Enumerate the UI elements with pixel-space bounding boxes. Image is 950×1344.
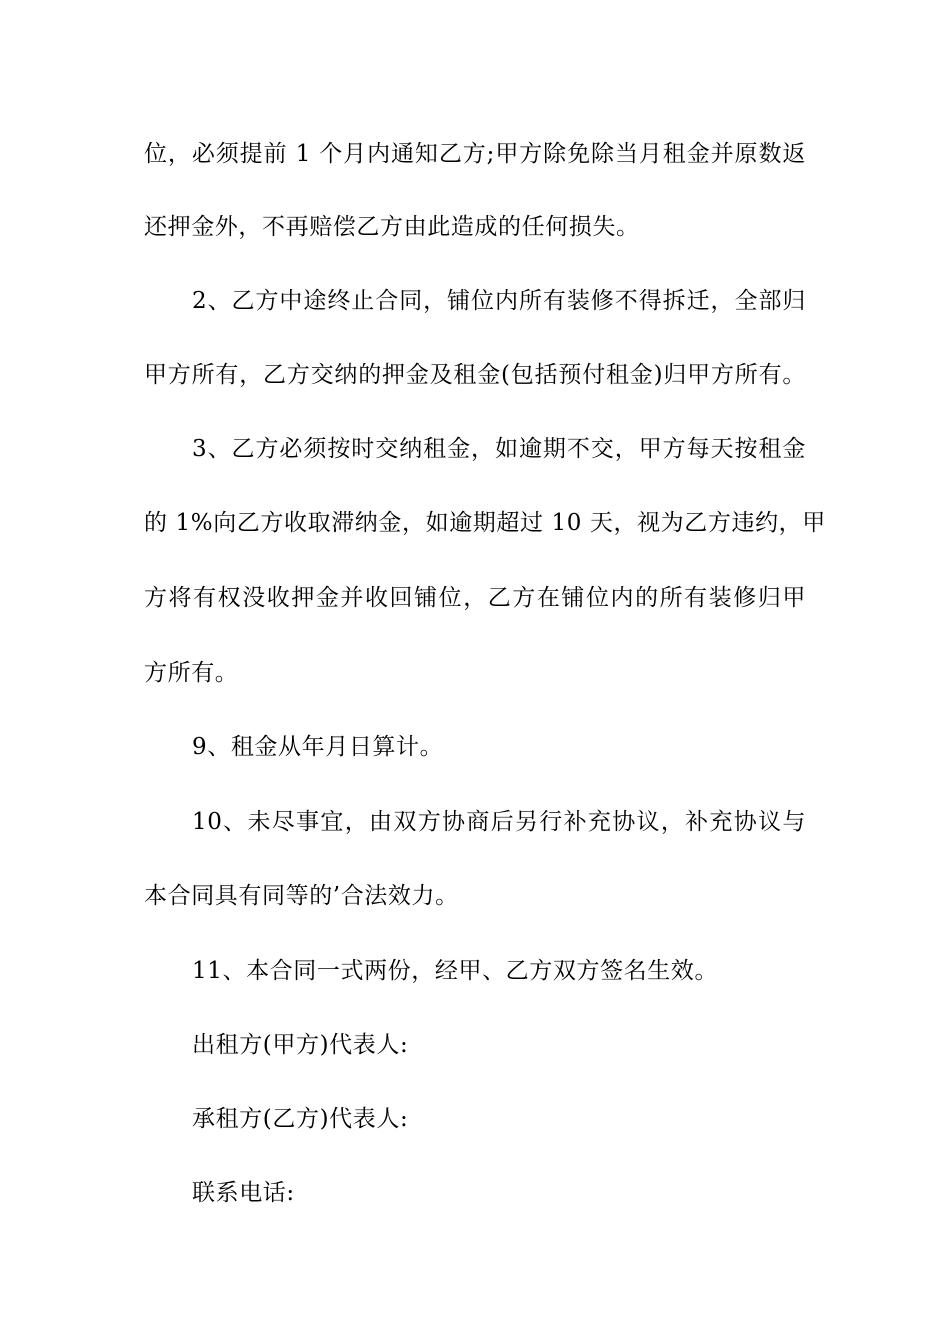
paragraph-2-line-1: 2、乙方中途终止合同，铺位内所有装修不得拆迁，全部归 [192, 288, 806, 314]
paragraph-3-line-1: 3、乙方必须按时交纳租金，如逾期不交，甲方每天按租金 [192, 436, 806, 462]
paragraph-11: 11、本合同一式两份，经甲、乙方双方签名生效。 [192, 958, 719, 984]
paragraph-3-line-2: 的 1%向乙方收取滞纳金，如逾期超过 10 天，视为乙方违约，甲 [144, 510, 826, 536]
paragraph-9: 9、租金从年月日算计。 [192, 734, 444, 760]
paragraph-10-line-2: 本合同具有同等的’合法效力。 [144, 883, 459, 909]
paragraph-3-line-4: 方所有。 [144, 660, 239, 686]
paragraph-3-line-3: 方将有权没收押金并收回铺位，乙方在铺位内的所有装修归甲 [144, 585, 806, 611]
contact-phone: 联系电话: [192, 1180, 295, 1206]
paragraph-10-line-1: 10、未尽事宜，由双方协商后另行补充协议，补充协议与 [192, 809, 806, 835]
paragraph-1-line-2: 还押金外，不再赔偿乙方由此造成的任何损失。 [144, 214, 640, 240]
lessee-representative: 承租方(乙方)代表人: [192, 1106, 409, 1132]
lessor-representative: 出租方(甲方)代表人: [192, 1032, 409, 1058]
paragraph-2-line-2: 甲方所有，乙方交纳的押金及租金(包括预付租金)归甲方所有。 [144, 362, 806, 388]
paragraph-1-line-1: 位，必须提前 1 个月内通知乙方;甲方除免除当月租金并原数返 [144, 141, 806, 167]
